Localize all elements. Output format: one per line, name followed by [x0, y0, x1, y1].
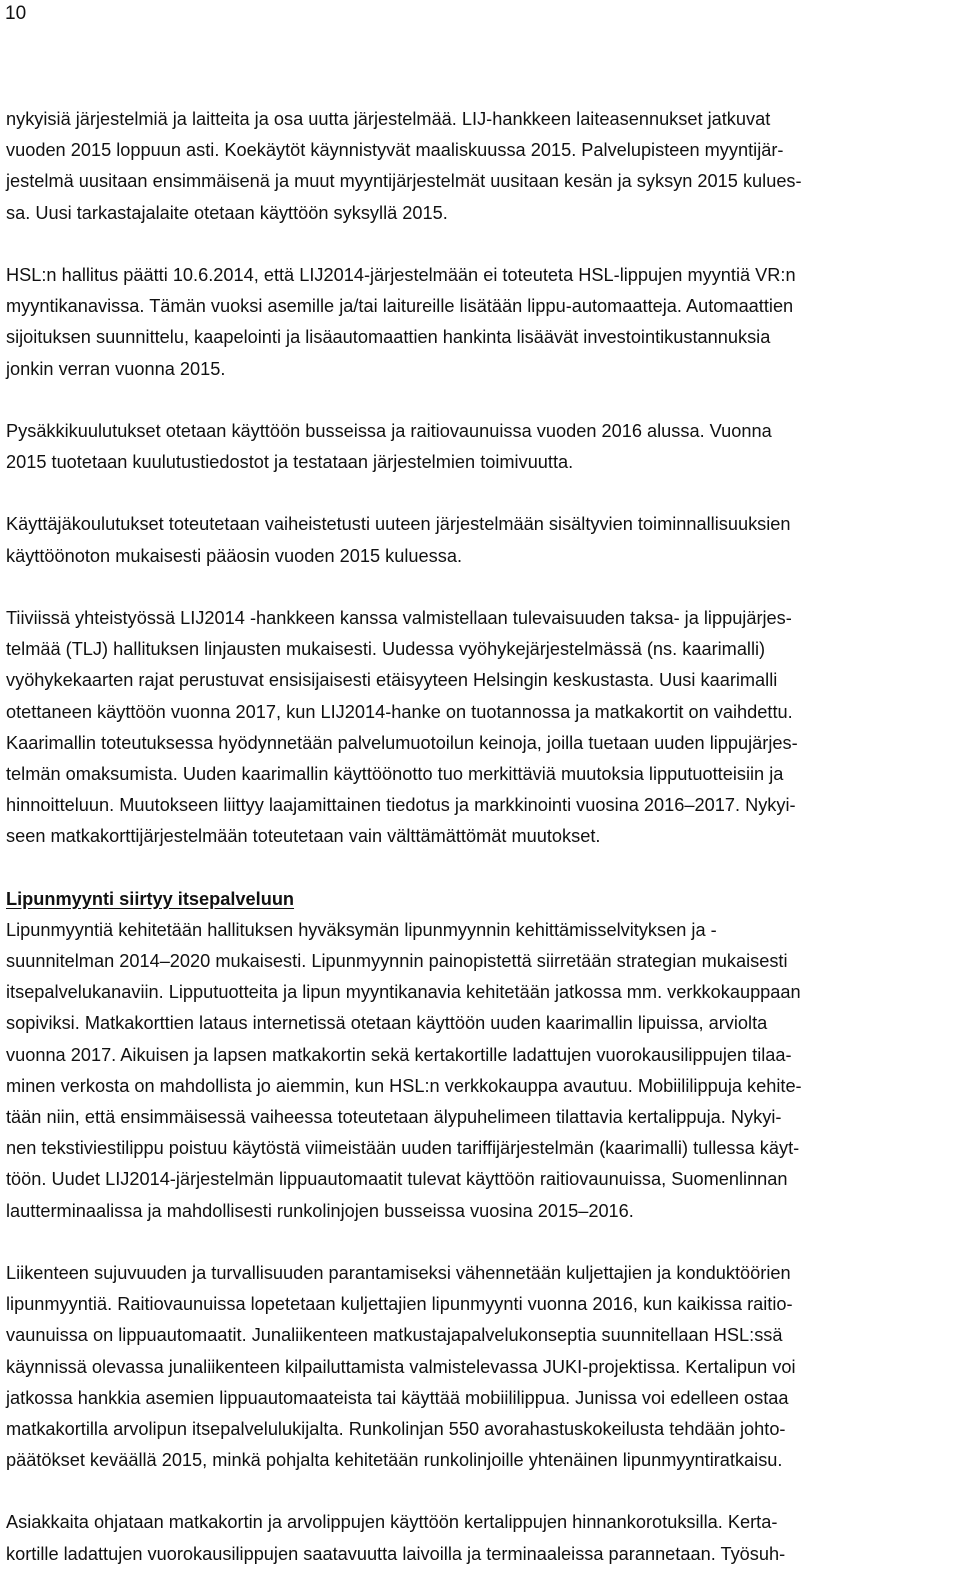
text-line: jatkossa hankkia asemien lippuautomaateista tai käyttää mobiililippua. Junissa voi edelleen ostaa — [6, 1387, 789, 1408]
text-line: Tiiviissä yhteistyössä LIJ2014 -hankkeen kanssa valmistellaan tulevaisuuden taksa- ja lippujärjes- — [6, 608, 792, 628]
paragraph-gap — [6, 853, 954, 884]
text-line: nen tekstiviestilippu poistuu käytöstä viimeistään uuden tariffijärjestelmän (kaarimalli) tullessa käyt- — [6, 1138, 800, 1159]
text-line: päätökset keväällä 2015, minkä pohjalta kehitetään runkolinjoille yhtenäinen lipunmyyntiratkaisu. — [6, 1450, 783, 1471]
text-line: itsepalvelukanaviin. Lipputuotteita ja lipun myyntikanavia kehitetään jatkossa mm. verkkokauppaan — [6, 982, 801, 1003]
paragraph-customer-guidance — [6, 1507, 954, 1569]
text-line: hinnoitteluun. Muutokseen liittyy laajamittainen tiedotus ja markkinointi vuosina 2016–2017. Nykyi- — [6, 795, 796, 816]
text-line: Kaarimallin toteutuksessa hyödynnetään palvelumuotoilun keinoja, joilla tuetaan uuden lippujärjes- — [6, 732, 798, 753]
paragraph-gap — [6, 1476, 954, 1507]
paragraph-fare-system — [6, 603, 954, 853]
text-line: otettaneen käyttöön vuonna 2017, kun LIJ2014-hanke on tuotannossa ja matkakortit on vaihdettu. — [6, 701, 793, 722]
paragraph-gap — [6, 478, 954, 509]
text-line: sijoituksen suunnittelu, kaapelointi ja lisäautomaattien hankinta lisäävät investointikustannuksia — [6, 327, 771, 348]
text-line: vyöhykekaarten rajat perustuvat ensisijaisesti etäisyyteen Helsingin keskustasta. Uusi kaarimalli — [6, 670, 778, 691]
section-heading: Lipunmyynti siirtyy itsepalveluun — [6, 888, 295, 909]
paragraph-user-training — [6, 509, 954, 571]
text-line: Liikenteen sujuvuuden ja turvallisuuden parantamiseksi vähennetään kuljettajien ja konduktöörien — [6, 1262, 791, 1283]
text-line: käynnissä olevassa junaliikenteen kilpailuttamista valmistelevassa JUKI-projektissa. Kertalipun voi — [6, 1356, 796, 1377]
paragraph-gap — [6, 229, 954, 260]
paragraph-implementation-schedule — [6, 104, 954, 229]
text-line: matkakortilla arvolipun itsepalvelulukijalta. Runkolinjan 550 avorahastuskokeilusta tehdään johto- — [6, 1418, 786, 1439]
text-line: jestelmä uusitaan ensimmäisenä ja muut myyntijärjestelmät uusitaan kesän ja syksyn 2015 kulues- — [6, 171, 802, 192]
text-line: telmää (TLJ) hallituksen linjausten mukaisesti. Uudessa vyöhykejärjestelmässä (ns. kaarimalli) — [6, 639, 766, 660]
text-line: suunnitelman 2014–2020 mukaisesti. Lipunmyynnin painopistettä siirretään strategian mukaisesti — [6, 951, 788, 972]
text-line: vaunuissa on lippuautomaatit. Junaliikenteen matkustajapalvelukonseptia suunnitellaan HSL:ssä — [6, 1325, 783, 1346]
text-line: nykyisiä järjestelmiä ja laitteita ja osa uutta järjestelmää. LIJ-hankkeen laiteasennukset jatkuvat — [6, 109, 771, 129]
text-line: seen matkakorttijärjestelmään toteutetaan vain välttämättömät muutokset. — [6, 826, 601, 847]
text-line: lipunmyyntiä. Raitiovaunuissa lopetetaan kuljettajien lipunmyynti vuonna 2016, kun kaikissa raitio- — [6, 1294, 793, 1315]
paragraph-board-decision — [6, 260, 954, 385]
text-line: telmän omaksumista. Uuden kaarimallin käyttöönotto tuo merkittäviä muutoksia lipputuotteisiin ja — [6, 763, 784, 784]
text-line: sopiviksi. Matkakorttien lataus internetissä otetaan käyttöön uuden kaarimallin lipuissa, arviolta — [6, 1013, 768, 1034]
text-line: Lipunmyyntiä kehitetään hallituksen hyväksymän lipunmyynnin kehittämisselvityksen ja - — [6, 919, 717, 940]
document-body — [6, 104, 954, 1570]
text-line: 2015 tuotetaan kuulutustiedostot ja testataan järjestelmien toimivuutta. — [6, 452, 574, 473]
paragraph-gap — [6, 572, 954, 603]
page-number: 10 — [5, 3, 27, 24]
text-line: jonkin verran vuonna 2015. — [6, 358, 226, 379]
text-line: lautterminaalissa ja mahdollisesti runkolinjojen busseissa vuosina 2015–2016. — [6, 1200, 634, 1221]
text-line: käyttöönoton mukaisesti pääosin vuoden 2015 kuluessa. — [6, 545, 463, 566]
text-line: Käyttäjäkoulutukset toteutetaan vaiheistetusti uuteen järjestelmään sisältyvien toiminnallisuuksien — [6, 514, 791, 535]
paragraph-gap — [6, 1227, 954, 1258]
text-line: HSL:n hallitus päätti 10.6.2014, että LIJ2014-järjestelmään ei toteuteta HSL-lippujen myyntiä VR:n — [6, 264, 796, 285]
text-line: kortille ladattujen vuorokausilippujen saatavuutta laivoilla ja terminaaleissa parannetaan. Työsuh- — [6, 1543, 786, 1564]
text-line: töön. Uudet LIJ2014-järjestelmän lippuautomaatit tulevat käyttöön raitiovaunuissa, Suomenlinnan — [6, 1169, 788, 1190]
text-line: sa. Uusi tarkastajalaite otetaan käyttöön syksyllä 2015. — [6, 202, 448, 223]
text-line: tään niin, että ensimmäisessä vaiheessa toteutetaan älypuhelimeen tilattavia kertalippuja. Nykyi- — [6, 1107, 782, 1128]
paragraph-gap — [6, 385, 954, 416]
text-line: Asiakkaita ohjataan matkakortin ja arvolippujen käyttöön kertalippujen hinnankorotuksilla. Kerta- — [6, 1512, 778, 1533]
text-line: minen verkosta on mahdollista jo aiemmin, kun HSL:n verkkokauppa avautuu. Mobiililippuja kehite- — [6, 1075, 802, 1096]
text-line: vuoden 2015 loppuun asti. Koekäytöt käynnistyvät maaliskuussa 2015. Palvelupisteen myyntijär- — [6, 140, 784, 161]
paragraph-driver-sales-reduction — [6, 1258, 954, 1476]
text-line: vuonna 2017. Aikuisen ja lapsen matkakortin sekä kertakortille ladattujen vuorokausilippujen tilaa- — [6, 1044, 792, 1065]
paragraph-stop-announcements — [6, 416, 954, 478]
text-line: Pysäkkikuulutukset otetaan käyttöön busseissa ja raitiovaunuissa vuoden 2016 alussa. Vuonna — [6, 420, 772, 441]
paragraph-ticket-sales-development — [6, 915, 954, 1227]
text-line: myyntikanavissa. Tämän vuoksi asemille ja/tai laitureille lisätään lippu-automaatteja. Automaattien — [6, 296, 794, 317]
